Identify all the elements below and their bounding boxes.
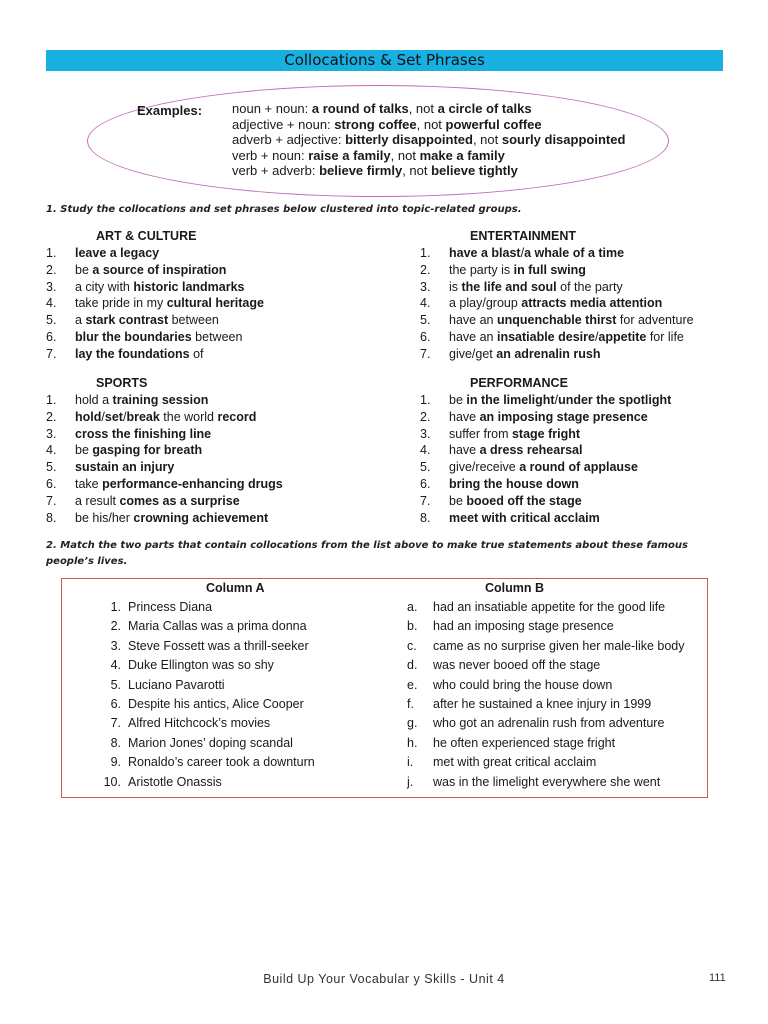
column-a-number: 1. bbox=[110, 600, 121, 614]
example-line: verb + noun: raise a family, not make a family bbox=[232, 147, 505, 163]
column-a-number: 6. bbox=[110, 697, 121, 711]
column-b-item: was never booed off the stage bbox=[433, 658, 601, 673]
collocation-item: 7. be booed off the stage bbox=[420, 493, 582, 508]
column-a-number: 8. bbox=[110, 735, 121, 750]
column-a-item: Marion Jones’ doping scandal bbox=[128, 735, 293, 750]
column-b-header: Column B bbox=[485, 581, 545, 595]
column-a-item: Alfred Hitchcock’s movies bbox=[128, 716, 271, 731]
collocation-item: 4. be gasping for breath bbox=[46, 443, 203, 458]
column-b-item: met with great critical acclaim bbox=[433, 755, 597, 770]
group-entertainment bbox=[420, 228, 740, 363]
collocation-item: 3. a city with historic landmarks bbox=[46, 279, 245, 294]
group-performance bbox=[420, 375, 740, 526]
group-sports bbox=[46, 375, 376, 526]
collocation-item: 8. be his/her crowning achievement bbox=[46, 510, 269, 525]
collocation-item: 7. a result comes as a surprise bbox=[46, 493, 240, 508]
column-a-number: 10. bbox=[103, 774, 121, 789]
column-a-item: Despite his antics, Alice Cooper bbox=[128, 697, 304, 711]
column-a-number: 2. bbox=[110, 619, 121, 634]
collocation-item: 6. take performance-enhancing drugs bbox=[46, 476, 283, 491]
footer-text: Build Up Your Vocabular y Skills - Unit 4 bbox=[263, 972, 505, 986]
column-b-letter: i. bbox=[407, 755, 414, 770]
group-heading: ENTERTAINMENT bbox=[470, 229, 577, 243]
column-b-item: had an insatiable appetite for the good life bbox=[433, 600, 666, 614]
group-heading: PERFORMANCE bbox=[470, 376, 568, 390]
instruction-1: 1. Study the collocations and set phrases below clustered into topic-related groups. bbox=[46, 204, 522, 215]
column-b-letter: f. bbox=[407, 697, 414, 711]
example-line: verb + adverb: believe firmly, not believe tightly bbox=[232, 163, 518, 178]
column-a-number: 3. bbox=[110, 638, 121, 653]
collocation-item: 7. give/get an adrenalin rush bbox=[420, 346, 601, 361]
collocation-item: 5. a stark contrast between bbox=[46, 313, 219, 328]
column-b-item: who got an adrenalin rush from adventure bbox=[433, 716, 665, 731]
collocation-item: 3. suffer from stage fright bbox=[420, 426, 581, 441]
collocation-item: 5. sustain an injury bbox=[46, 460, 175, 475]
column-b-letter: a. bbox=[407, 600, 418, 614]
group-heading: SPORTS bbox=[96, 376, 148, 390]
column-a-number: 4. bbox=[110, 658, 121, 673]
collocation-item: 2. hold/set/break the world record bbox=[46, 409, 257, 424]
examples-list bbox=[232, 101, 625, 179]
collocation-item: 1. be in the limelight/under the spotlight bbox=[420, 393, 672, 407]
column-b-item: had an imposing stage presence bbox=[433, 619, 614, 634]
collocation-item: 3. is the life and soul of the party bbox=[420, 279, 623, 294]
collocation-item: 1. hold a training session bbox=[46, 393, 209, 407]
group-art-culture bbox=[46, 228, 376, 363]
column-a-number: 5. bbox=[110, 677, 121, 692]
collocation-item: 5. have an unquenchable thirst for adventure bbox=[420, 313, 694, 328]
column-b-letter: e. bbox=[407, 677, 418, 692]
collocation-item: 6. have an insatiable desire/appetite for life bbox=[420, 329, 684, 344]
column-b-item: he often experienced stage fright bbox=[433, 735, 616, 750]
collocation-item: 4. have a dress rehearsal bbox=[420, 443, 583, 458]
column-a-item: Steve Fossett was a thrill-seeker bbox=[128, 638, 309, 653]
page-title: Collocations & Set Phrases bbox=[46, 50, 723, 71]
group-heading: ART & CULTURE bbox=[96, 229, 197, 243]
column-b-item: was in the limelight everywhere she went bbox=[433, 774, 661, 789]
collocation-item: 4. take pride in my cultural heritage bbox=[46, 296, 264, 311]
collocation-item: 4. a play/group attracts media attention bbox=[420, 296, 663, 311]
instruction-2-line-2: people’s lives. bbox=[46, 556, 128, 567]
collocation-item: 6. blur the boundaries between bbox=[46, 329, 243, 344]
column-a-number: 7. bbox=[110, 716, 121, 731]
example-line: noun + noun: a round of talks, not a circle of talks bbox=[232, 101, 532, 116]
collocation-item: 5. give/receive a round of applause bbox=[420, 460, 638, 475]
example-line: adjective + noun: strong coffee, not powerful coffee bbox=[232, 116, 542, 132]
column-b-letter: b. bbox=[407, 619, 418, 634]
column-b-letter: d. bbox=[407, 658, 418, 673]
column-b-item: came as no surprise given her male-like body bbox=[433, 638, 685, 653]
collocation-item: 2. the party is in full swing bbox=[420, 262, 586, 277]
collocation-item: 2. be a source of inspiration bbox=[46, 262, 227, 277]
column-b-letter: j. bbox=[407, 774, 414, 789]
column-a-item: Luciano Pavarotti bbox=[128, 677, 225, 692]
instruction-2-line-1: 2. Match the two parts that contain collocations from the list above to make true statements about these famous bbox=[46, 540, 688, 551]
collocation-item: 2. have an imposing stage presence bbox=[420, 409, 648, 424]
column-a-item: Maria Callas was a prima donna bbox=[128, 619, 307, 634]
column-b-item: after he sustained a knee injury in 1999 bbox=[433, 697, 652, 711]
collocation-item: 8. meet with critical acclaim bbox=[420, 510, 600, 525]
column-a-item: Duke Ellington was so shy bbox=[128, 658, 274, 673]
example-line: adverb + adjective: bitterly disappointed, not sourly disappointed bbox=[232, 132, 626, 147]
column-a-number: 9. bbox=[110, 755, 121, 770]
collocation-item: 1. leave a legacy bbox=[46, 246, 160, 260]
examples-label: Examples: bbox=[137, 103, 203, 118]
page-number: 111 bbox=[709, 972, 726, 984]
column-b-item: who could bring the house down bbox=[433, 677, 613, 692]
column-a-item: Princess Diana bbox=[128, 600, 213, 614]
column-b-letter: g. bbox=[407, 716, 418, 731]
collocation-item: 7. lay the foundations of bbox=[46, 346, 204, 361]
collocation-item: 1. have a blast/a whale of a time bbox=[420, 246, 625, 260]
column-a-item: Ronaldo’s career took a downturn bbox=[128, 755, 315, 770]
collocation-item: 3. cross the finishing line bbox=[46, 426, 212, 441]
column-a-header: Column A bbox=[206, 581, 265, 595]
column-b-letter: h. bbox=[407, 735, 418, 750]
column-b-letter: c. bbox=[407, 638, 417, 653]
column-a-item: Aristotle Onassis bbox=[128, 774, 222, 789]
collocation-item: 6. bring the house down bbox=[420, 476, 579, 491]
